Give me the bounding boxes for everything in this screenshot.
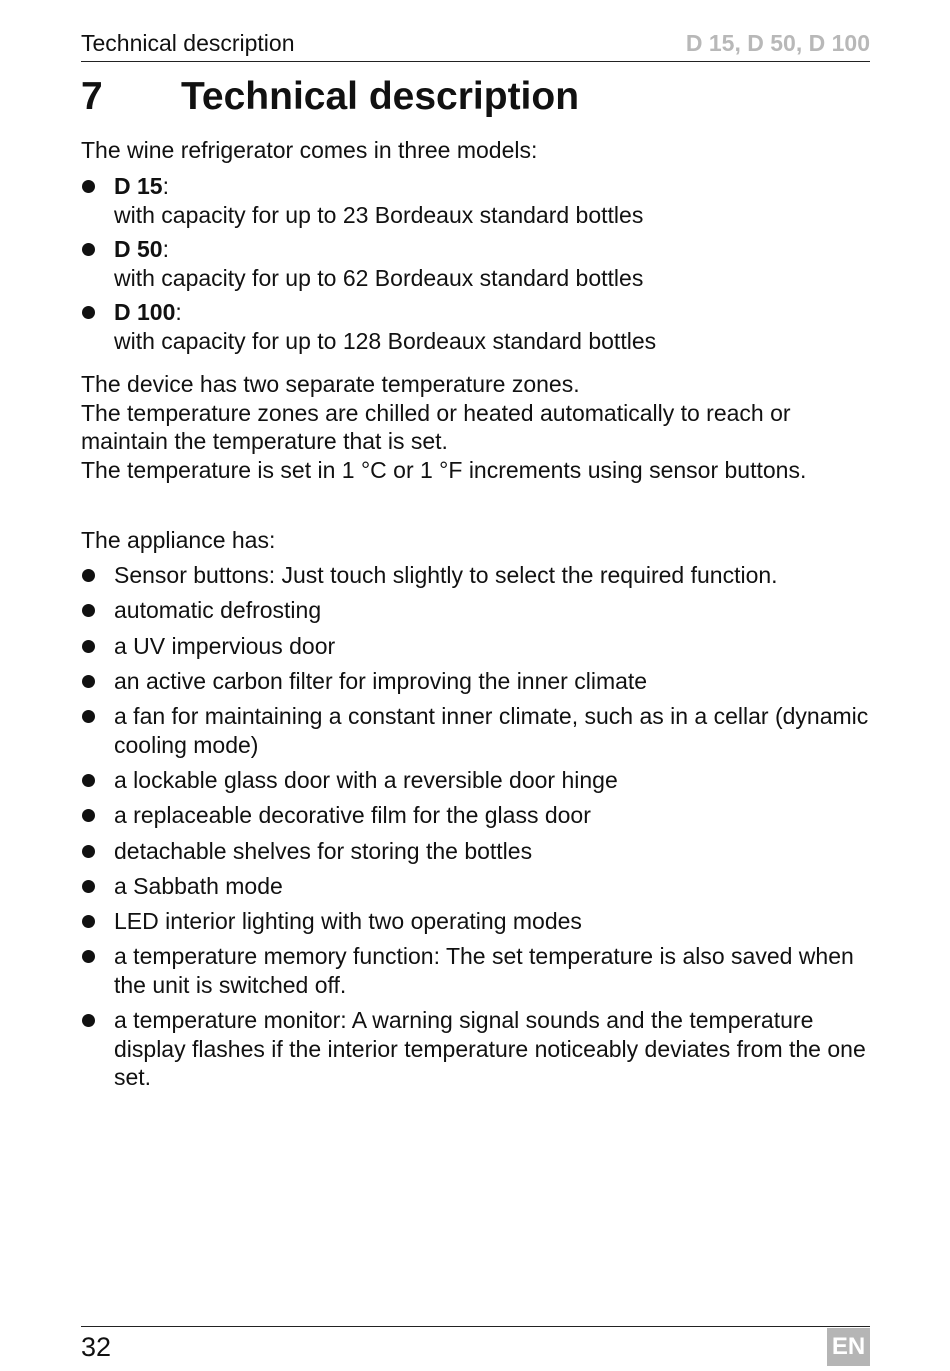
bullet-icon (82, 950, 95, 963)
bullet-icon (82, 710, 95, 723)
model-item (81, 298, 871, 355)
feature-text: LED interior lighting with two operating modes (114, 908, 582, 935)
feature-text: a fan for maintaining a constant inner climate, such as in a cellar (dynamic cooling mode) (114, 703, 869, 758)
feature-item (81, 872, 871, 901)
chapter-heading (81, 75, 579, 119)
model-name: D 100 (114, 299, 176, 325)
model-separator: : (162, 173, 169, 199)
bullet-icon (82, 845, 95, 858)
feature-text: a lockable glass door with a reversible door hinge (114, 766, 618, 793)
feature-item (81, 837, 871, 866)
feature-item (81, 632, 871, 661)
feature-text: detachable shelves for storing the bottles (114, 837, 533, 864)
model-item (81, 235, 871, 292)
model-name: D 50 (114, 236, 163, 262)
feature-item (81, 596, 871, 625)
feature-text: an active carbon filter for improving the inner climate (114, 667, 648, 694)
model-name: D 15 (114, 173, 163, 199)
bullet-icon (82, 180, 95, 193)
temperature-zones-paragraph: The device has two separate temperature zones. The temperature zones are chilled or heated automatically to reach or maintain the temperature that is set. The temperature is set in 1 °C or 1 °F increments using sensor buttons. (81, 371, 807, 483)
feature-text: a Sabbath mode (114, 872, 283, 899)
model-description: with capacity for up to 128 Bordeaux standard bottles (114, 327, 657, 354)
feature-item (81, 1006, 871, 1092)
feature-text: a replaceable decorative film for the glass door (114, 802, 591, 829)
page-number: 32 (81, 1332, 112, 1362)
model-description: with capacity for up to 62 Bordeaux standard bottles (114, 264, 644, 291)
feature-item (81, 561, 871, 590)
feature-text: automatic defrosting (114, 597, 322, 624)
bullet-icon (82, 604, 95, 617)
feature-text: Sensor buttons: Just touch slightly to select the required function. (114, 562, 778, 588)
model-item (81, 172, 871, 229)
intro-paragraph: The wine refrigerator comes in three models: (81, 137, 538, 163)
feature-item (81, 667, 871, 696)
header-section-title: Technical description (81, 30, 295, 56)
chapter-title: Technical description (181, 75, 580, 118)
chapter-number: 7 (81, 75, 103, 118)
feature-list (81, 561, 871, 1099)
feature-item (81, 766, 871, 795)
bullet-icon (82, 243, 95, 256)
bullet-icon (82, 1014, 95, 1027)
model-separator: : (162, 236, 169, 262)
bullet-icon (82, 569, 95, 582)
feature-item (81, 702, 871, 759)
feature-text: a temperature memory function: The set temperature is also saved when the unit is switched off. (114, 943, 854, 998)
feature-text: a UV impervious door (114, 632, 336, 659)
model-list (81, 172, 871, 361)
bullet-icon (82, 306, 95, 319)
bullet-icon (82, 640, 95, 653)
bullet-icon (82, 774, 95, 787)
bullet-icon (82, 809, 95, 822)
running-header (81, 30, 870, 62)
bullet-icon (82, 915, 95, 928)
bullet-icon (82, 880, 95, 893)
feature-item (81, 801, 871, 830)
model-separator: : (175, 299, 182, 325)
language-badge: EN (827, 1328, 870, 1366)
feature-item (81, 907, 871, 936)
header-model-names: D 15, D 50, D 100 (685, 30, 870, 56)
model-description: with capacity for up to 23 Bordeaux standard bottles (114, 201, 644, 228)
footer-divider (81, 1326, 870, 1327)
features-intro: The appliance has: (81, 527, 276, 553)
bullet-icon (82, 675, 95, 688)
feature-text: a temperature monitor: A warning signal sounds and the temperature display flashes if the interior temperature noticeably deviates from the one set. (114, 1007, 866, 1091)
feature-item (81, 942, 871, 999)
